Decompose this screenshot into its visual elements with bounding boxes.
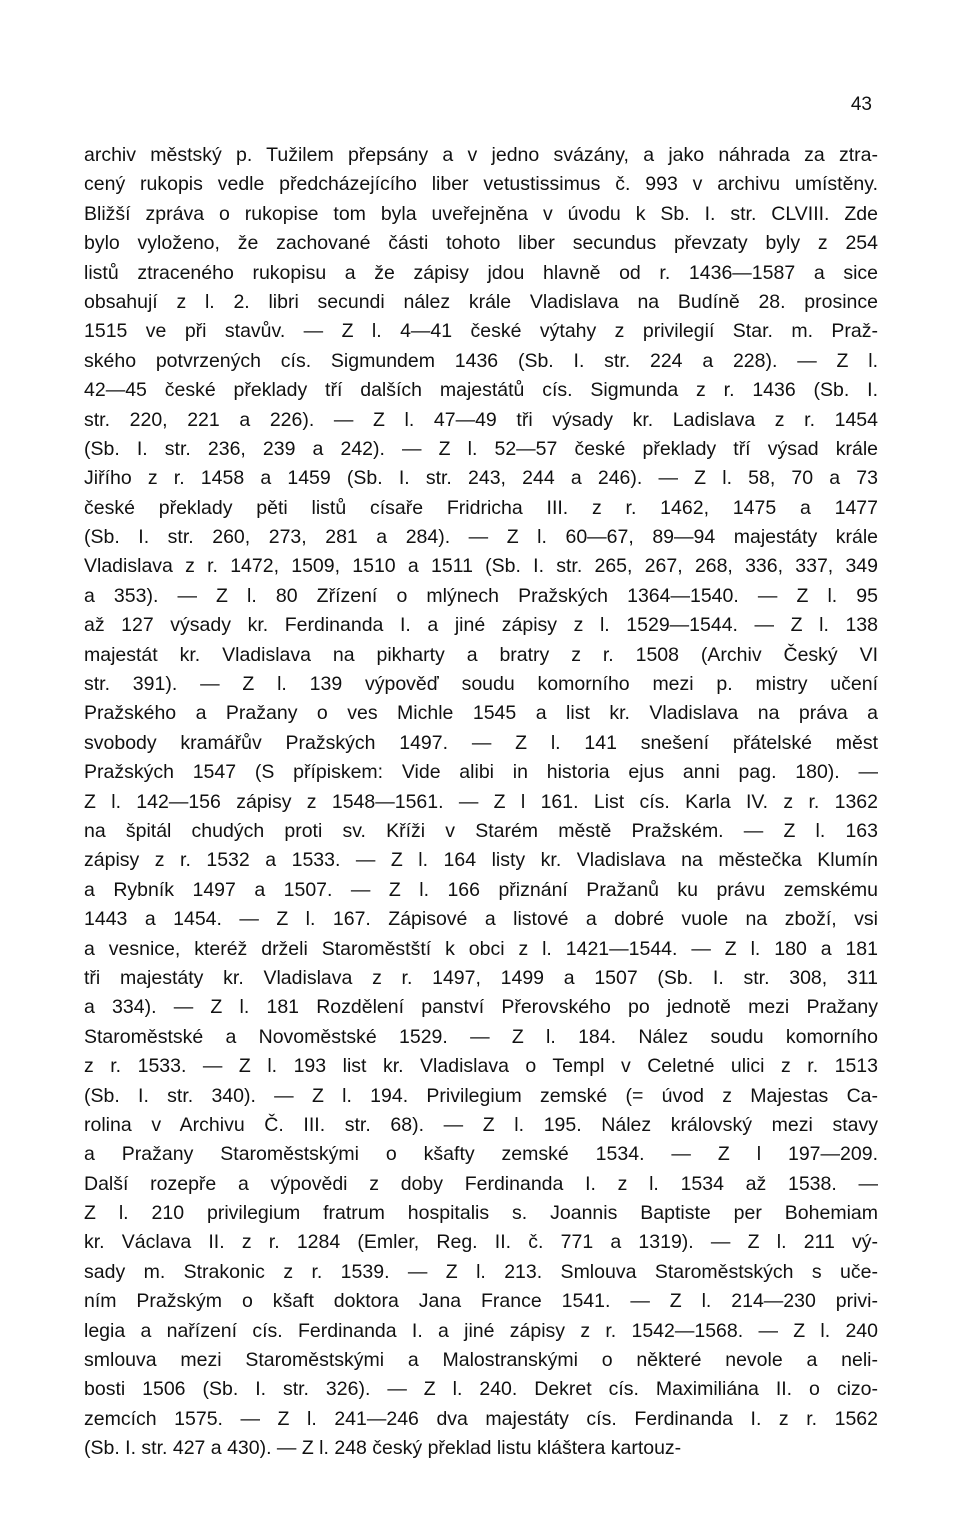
text-line: Pražského a Pražany o ves Michle 1545 a list kr. Vladislava na práva a [84, 702, 878, 725]
text-line: smlouva mezi Staroměstskými a Malostranskými o některé nevole a neli- [84, 1349, 878, 1372]
text-line: 1443 a 1454. — Z l. 167. Zápisové a listové a dobré vuole na zboží, vsi [84, 908, 878, 931]
text-line: Pražských 1547 (S přípiskem: Vide alibi in historia ejus anni pag. 180). — [84, 761, 878, 784]
text-line: a Pražany Staroměstskými o kšafty zemské 1534. — Z l 197—209. [84, 1143, 878, 1166]
text-line: str. 220, 221 a 226). — Z l. 47—49 tři výsady kr. Ladislava z r. 1454 [84, 408, 878, 431]
text-line: a 353). — Z l. 80 Zřízení o mlýnech Pražských 1364—1540. — Z l. 95 [84, 584, 878, 607]
text-line: majestát kr. Vladislava na pikharty a bratry z r. 1508 (Archiv Český VI [84, 643, 878, 666]
text-line: bylo vyloženo, že zachované části tohoto liber secundus převzaty byly z 254 [84, 232, 878, 255]
text-line: a 334). — Z l. 181 Rozdělení panství Přerovského po jednotě mezi Pražany [84, 996, 878, 1019]
text-line: Z l. 142—156 zápisy z 1548—1561. — Z l 161. List cís. Karla IV. z r. 1362 [84, 790, 878, 813]
text-line: Další rozepře a výpovědi z doby Ferdinanda I. z l. 1534 až 1538. — [84, 1172, 878, 1195]
text-line: ním Pražským o kšaft doktora Jana France 1541. — Z l. 214—230 privi- [84, 1290, 878, 1313]
text-line: Bližší zpráva o rukopise tom byla uveřejněna v úvodu k Sb. I. str. CLVIII. Zde [84, 202, 878, 225]
text-line: archiv městský p. Tužilem přepsány a v jedno svázány, a jako náhrada za ztra- [84, 144, 878, 166]
text-line: (Sb. I. str. 427 a 430). — Z l. 248 český překlad listu kláštera kartouz- [84, 1437, 682, 1460]
text-line: (Sb. I. str. 340). — Z l. 194. Privilegium zemské (= úvod z Majestas Ca- [84, 1084, 878, 1107]
text-line: 42—45 české překlady tří dalších majestátů cís. Sigmunda z r. 1436 (Sb. I. [84, 379, 878, 402]
text-line: ského potvrzených cís. Sigmundem 1436 (Sb. I. str. 224 a 228). — Z l. [84, 349, 878, 372]
text-line: 1515 ve při stavův. — Z l. 4—41 české výtahy z privilegií Star. m. Praž- [84, 320, 878, 343]
text-line: (Sb. I. str. 236, 239 a 242). — Z l. 52—57 české překlady tří výsad krále [84, 437, 878, 460]
text-line: až 127 výsady kr. Ferdinanda I. a jiné zápisy z l. 1529—1544. — Z l. 138 [84, 614, 878, 637]
text-line: rolina v Archivu Č. III. str. 68). — Z l. 195. Nález královský mezi stavy [84, 1113, 878, 1136]
text-line: svobody kramářův Pražských 1497. — Z l. 141 snešení přátelské měst [84, 731, 878, 754]
text-line: (Sb. I. str. 260, 273, 281 a 284). — Z l. 60—67, 89—94 majestáty krále [84, 526, 878, 549]
text-line: bosti 1506 (Sb. I. str. 326). — Z l. 240. Dekret cís. Maximiliána II. o cizo- [84, 1378, 878, 1401]
text-line: zápisy z r. 1532 a 1533. — Z l. 164 listy kr. Vladislava na městečka Klumín [84, 849, 878, 872]
text-line: Z l. 210 privilegium fratrum hospitalis s. Joannis Baptiste per Bohemiam [84, 1202, 878, 1225]
page-number: 43 [850, 94, 872, 115]
text-line: kr. Václava II. z r. 1284 (Emler, Reg. II. č. 771 a 1319). — Z l. 211 vý- [84, 1231, 878, 1254]
text-line: listů ztraceného rukopisu a že zápisy jdou hlavně od r. 1436—1587 a sice [84, 261, 878, 284]
text-line: legia a nařízení cís. Ferdinanda I. a jiné zápisy z r. 1542—1568. — Z l. 240 [84, 1319, 878, 1342]
text-line: české překlady pěti listů císaře Fridricha III. z r. 1462, 1475 a 1477 [84, 496, 878, 519]
text-line: cený rukopis vedle předcházejícího liber vetustissimus č. 993 v archivu umístěny. [84, 173, 878, 196]
text-line: str. 391). — Z l. 139 výpověď soudu komorního mezi p. mistry učení [84, 673, 878, 696]
text-line: Staroměstské a Novoměstské 1529. — Z l. 184. Nález soudu komorního [84, 1025, 878, 1048]
text-line: Jiřího z r. 1458 a 1459 (Sb. I. str. 243, 244 a 246). — Z l. 58, 70 a 73 [84, 467, 878, 490]
body-text [84, 141, 878, 1464]
text-line: a Rybník 1497 a 1507. — Z l. 166 přiznání Pražanů ku právu zemskému [84, 878, 878, 901]
text-line: Vladislava z r. 1472, 1509, 1510 a 1511 (Sb. I. str. 265, 267, 268, 336, 337, 349 [84, 555, 878, 578]
text-line: obsahují z l. 2. libri secundi nález krále Vladislava na Budíně 28. prosince [84, 290, 878, 313]
text-line: tři majestáty kr. Vladislava z r. 1497, 1499 a 1507 (Sb. I. str. 308, 311 [84, 966, 878, 989]
text-line: z r. 1533. — Z l. 193 list kr. Vladislava o Templ v Celetné ulici z r. 1513 [84, 1055, 878, 1078]
text-line: sady m. Strakonic z r. 1539. — Z l. 213. Smlouva Staroměstských s uče- [84, 1260, 878, 1283]
text-line: zemcích 1575. — Z l. 241—246 dva majestáty cís. Ferdinanda I. z r. 1562 [84, 1407, 878, 1430]
text-line: na špitál chudých proti sv. Kříži v Starém městě Pražském. — Z l. 163 [84, 819, 878, 842]
text-line: a vesnice, kteréž drželi Staroměstští k obci z l. 1421—1544. — Z l. 180 a 181 [84, 937, 878, 960]
